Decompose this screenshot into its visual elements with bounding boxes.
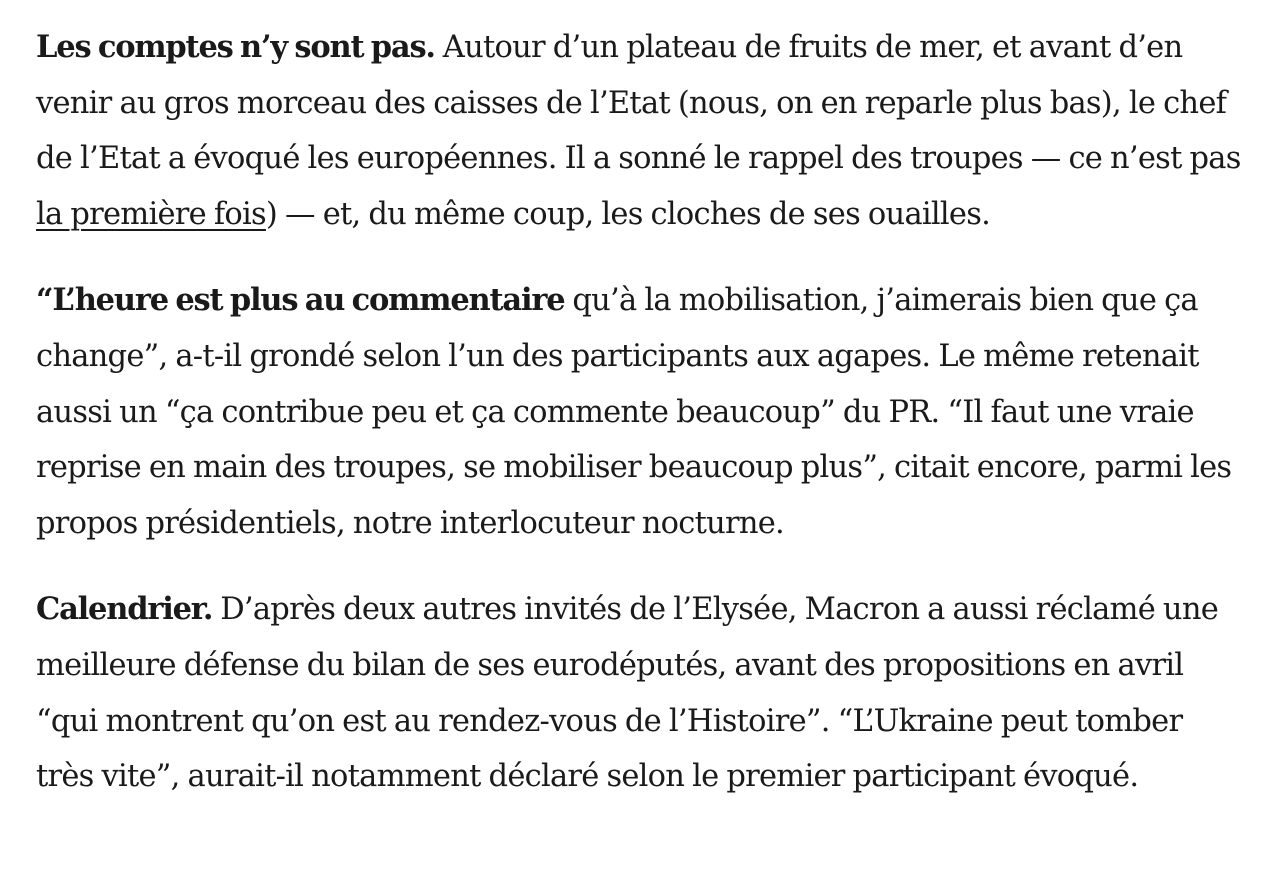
paragraph-text: ) — et, du même coup, les cloches de ses ouailles.	[265, 196, 991, 232]
paragraph-lead: Les comptes n’y sont pas.	[36, 29, 435, 65]
premiere-fois-link[interactable]: la première fois	[36, 196, 266, 232]
paragraph-lead: Calendrier.	[36, 591, 213, 628]
paragraph-calendrier	[36, 582, 1246, 804]
paragraph-lead: “L’heure est plus au commentaire	[36, 282, 565, 319]
article-body	[36, 20, 1246, 836]
paragraph-text: qu’à la mobilisation, j’aimerais bien que ça change”, a-t-il grondé selon l’un des participants aux agapes. Le même retenait aussi un “ça contribue peu et ça commente beaucoup” du PR. “Il faut une vraie reprise en main des troupes, se mobiliser beaucoup plus”, citait encore, parmi les propos présidentiels, notre interlocuteur nocturne.	[36, 283, 1232, 541]
paragraph-commentaire	[36, 273, 1246, 551]
paragraph-comptes	[36, 20, 1246, 242]
paragraph-text: Autour d’un plateau de fruits de mer, et avant d’en venir au gros morceau des caisses de l’Etat (nous, on en reparle plus bas), le chef de l’Etat a évoqué les européennes. Il a sonné le rappel des troupes — ce n’est pas	[36, 30, 1241, 177]
paragraph-text: D’après deux autres invités de l’Elysée, Macron a aussi réclamé une meilleure défense du bilan de ses eurodéputés, avant des propositions en avril “qui montrent qu’on est au rendez-vous de l’Histoire”. “L’Ukraine peut tomber très vite”, aurait-il notamment déclaré selon le premier participant évoqué.	[36, 592, 1219, 795]
